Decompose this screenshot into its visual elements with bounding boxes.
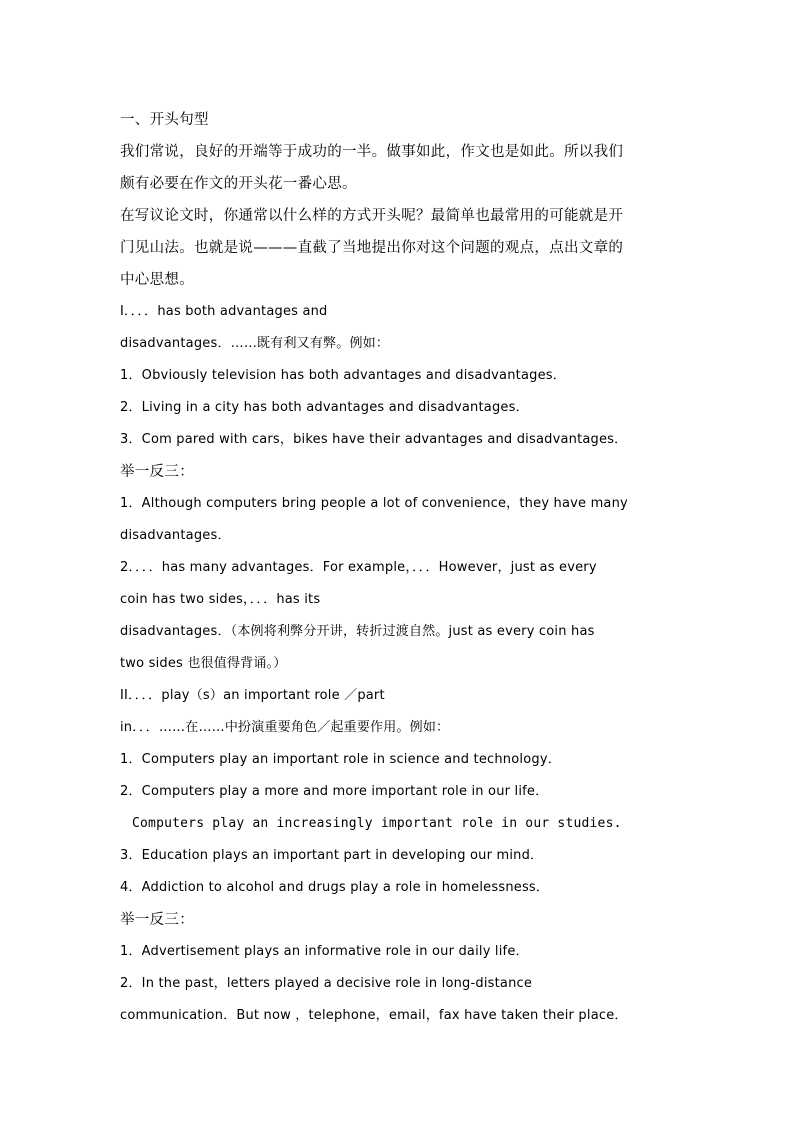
subsection-label: 举一反三： (120, 464, 194, 480)
example-line: 1．Although computers bring people a lot of convenience，they have many (120, 496, 628, 511)
pattern-heading: in．．．……在……中扮演重要角色／起重要作用。例如： (120, 720, 450, 735)
paragraph-line: 颇有必要在作文的开头花一番心思。 (120, 176, 357, 192)
example-line: Computers play an increasingly important role in our studies. (132, 816, 622, 831)
subsection-label: 举一反三： (120, 912, 194, 928)
example-line: 1．Advertisement plays an informative role in our daily life． (120, 944, 529, 959)
pattern-heading: I．．．．has both advantages and (120, 304, 328, 319)
example-line: 2．Computers play a more and more important role in our life． (120, 784, 549, 799)
pattern-heading: disadvantages．……既有利又有弊。例如： (120, 336, 390, 351)
example-line: 3．Com pared with cars，bikes have their advantages and disadvantages． (120, 432, 628, 447)
example-line: two sides 也很值得背诵。） (120, 656, 287, 671)
example-line: coin has two sides，．．．has its (120, 592, 321, 607)
example-line: 2．Living in a city has both advantages and disadvantages． (120, 400, 529, 415)
example-line: 2．In the past，letters played a decisive role in long-distance (120, 976, 533, 991)
section-heading: 一、开头句型 (120, 112, 209, 128)
example-line: disadvantages． (120, 528, 231, 543)
example-line: 2．．．．has many advantages．For example，．．．However，just as every (120, 560, 597, 575)
example-line: communication．But now ，telephone，email，fax have taken their place． (120, 1008, 628, 1023)
example-line: 4．Addiction to alcohol and drugs play a role in homelessness． (120, 880, 550, 895)
paragraph-line: 在写议论文时，你通常以什么样的方式开头呢？最简单也最常用的可能就是开 (120, 208, 624, 224)
example-line: disadvantages．（本例将利弊分开讲，转折过渡自然。just as every coin has (120, 624, 595, 639)
example-line: 3．Education plays an important part in developing our mind． (120, 848, 544, 863)
example-line: 1．Computers play an important role in science and technology． (120, 752, 561, 767)
paragraph-line: 我们常说，良好的开端等于成功的一半。做事如此，作文也是如此。所以我们 (120, 144, 624, 160)
pattern-heading: II．．．．play（s）an important role ／part (120, 688, 385, 703)
paragraph-line: 中心思想。 (120, 272, 194, 288)
paragraph-line: 门见山法。也就是说———直截了当地提出你对这个问题的观点，点出文章的 (120, 240, 624, 256)
document-page (120, 104, 680, 1032)
example-line: 1．Obviously television has both advantages and disadvantages． (120, 368, 566, 383)
